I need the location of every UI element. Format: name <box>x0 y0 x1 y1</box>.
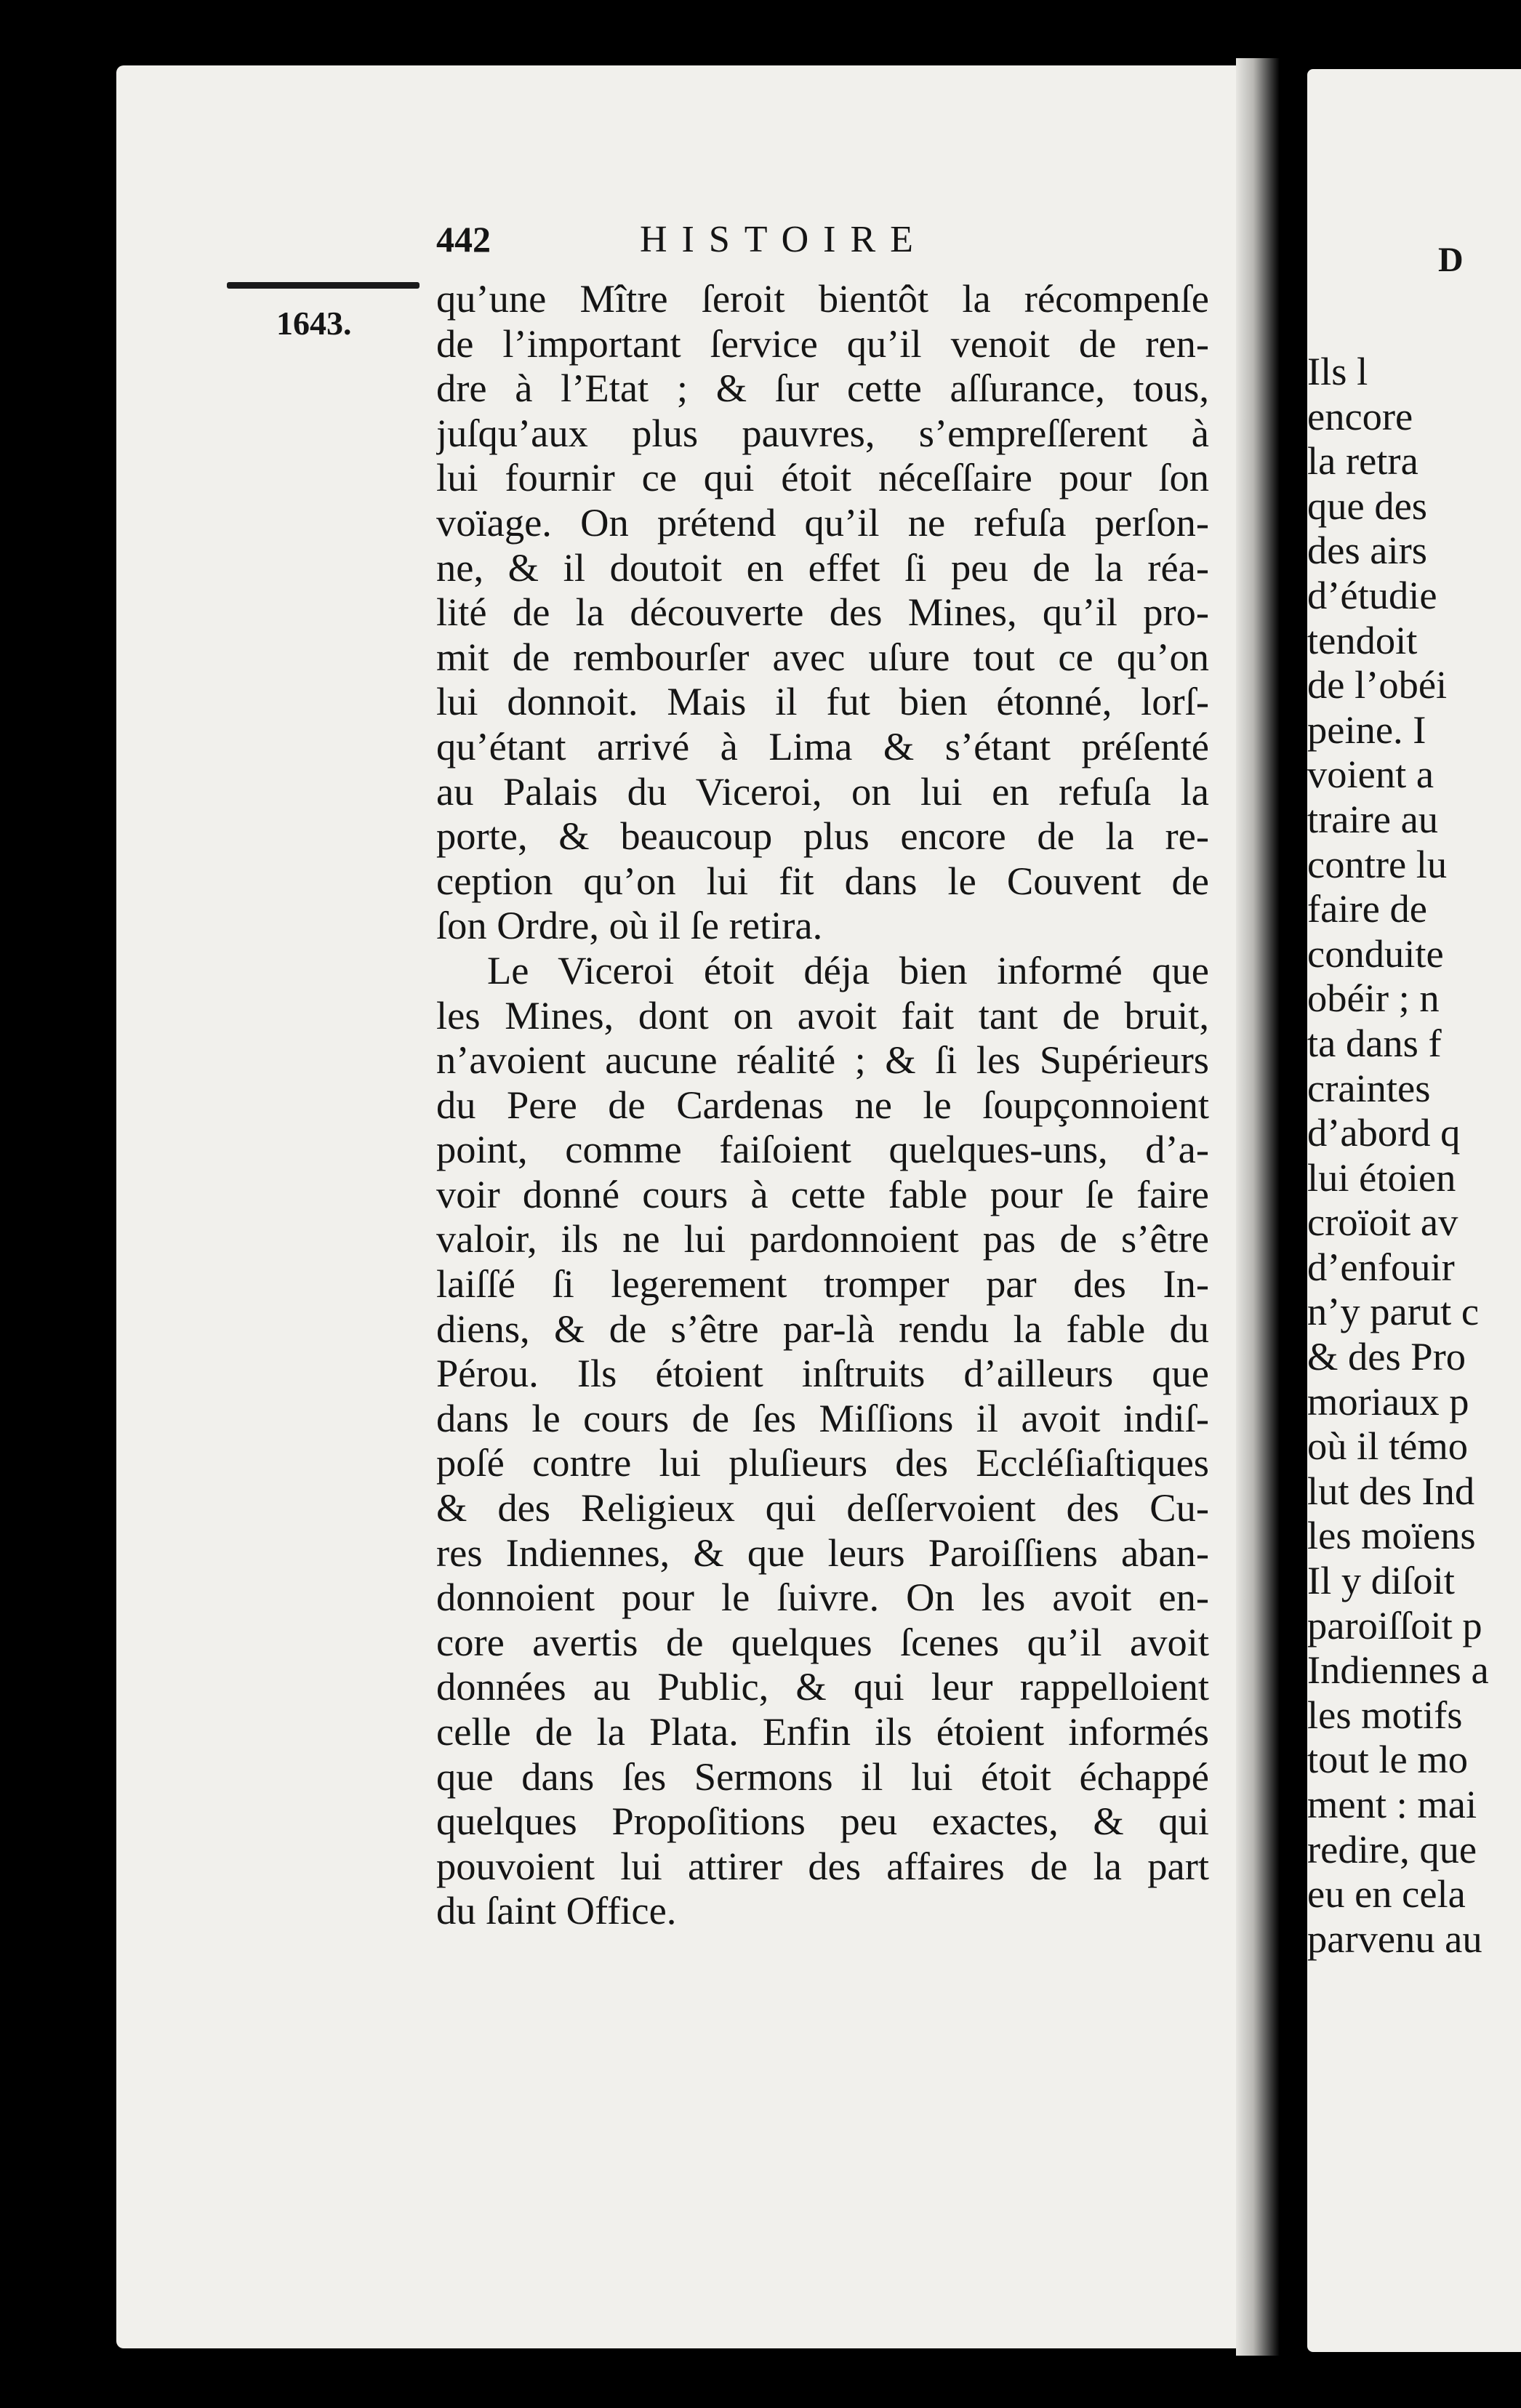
right-text-line: ta dans f <box>1307 1020 1442 1065</box>
text-line: res Indiennes, & que leurs Paroiſſiens aban- <box>436 1530 1209 1575</box>
right-text-line: la retra <box>1307 438 1418 483</box>
right-text-line: Ils l <box>1307 349 1368 393</box>
text-line: quelques Propoſitions peu exactes, & qui <box>436 1799 1209 1844</box>
running-title: HISTOIRE <box>640 219 928 260</box>
page-header <box>436 218 989 276</box>
text-line: ne, & il doutoit en effet ſi peu de la réa- <box>436 545 1209 590</box>
right-text-line: paroiſſoit p <box>1307 1602 1482 1648</box>
right-text-line: peine. I <box>1307 707 1426 752</box>
text-line: voir donné cours à cette fable pour ſe faire <box>436 1171 1209 1216</box>
text-line: Le Viceroi étoit déja bien informé que <box>487 947 1209 992</box>
text-line: point, comme faiſoient quelques-uns, d’a- <box>436 1127 1209 1172</box>
right-text-line: Il y diſoit <box>1307 1558 1455 1603</box>
right-text-line: moriaux p <box>1307 1378 1469 1424</box>
right-text-line: que des <box>1307 483 1427 528</box>
text-line: qu’une Mître ſeroit bientôt la récompenſe <box>436 276 1209 321</box>
right-text-line: lui étoien <box>1307 1155 1456 1200</box>
right-text-line: voient a <box>1307 752 1434 797</box>
right-text-line: lut des Ind <box>1307 1468 1475 1513</box>
text-line: ception qu’on lui fit dans le Couvent de <box>436 858 1209 903</box>
right-text-line: croïoit av <box>1307 1200 1458 1245</box>
right-text-line: où il témo <box>1307 1424 1469 1469</box>
right-text-line: Indiennes a <box>1307 1648 1489 1693</box>
right-text-line: les motifs <box>1307 1692 1463 1737</box>
body-text <box>436 276 1209 1933</box>
right-text-line: d’étudie <box>1307 572 1437 617</box>
margin-year: 1643. <box>276 305 352 342</box>
text-line: voïage. On prétend qu’il ne refuſa perſon- <box>436 499 1209 545</box>
text-line: lui donnoit. Mais il fut bien étonné, lorſ- <box>436 679 1209 724</box>
text-line: valoir, ils ne lui pardonnoient pas de s’être <box>436 1216 1209 1261</box>
right-text-line: les moïens <box>1307 1513 1476 1558</box>
right-page-header: D <box>1438 241 1464 279</box>
text-line: au Palais du Viceroi, on lui en refuſa la <box>436 768 1209 814</box>
right-text-line: des airs <box>1307 528 1427 573</box>
right-text-line: d’enfouir <box>1307 1244 1455 1289</box>
text-line: core avertis de quelques ſcenes qu’il avoit <box>436 1619 1209 1664</box>
text-line: & des Religieux qui deſſervoient des Cu- <box>436 1485 1209 1530</box>
text-line: lité de la découverte des Mines, qu’il pro- <box>436 590 1209 635</box>
text-line: juſqu’aux plus pauvres, s’empreſſerent à <box>436 410 1209 455</box>
right-text-line: faire de <box>1307 886 1427 931</box>
text-line: lui fournir ce qui étoit néceſſaire pour ſon <box>436 455 1209 500</box>
right-text-line: conduite <box>1307 931 1444 976</box>
right-text-line: parvenu au <box>1307 1916 1482 1961</box>
text-line: dre à l’Etat ; & ſur cette aſſurance, tous, <box>436 366 1209 411</box>
text-line: donnoient pour le ſuivre. On les avoit en- <box>436 1575 1209 1620</box>
book-gutter <box>1236 58 1280 2356</box>
right-text-line: obéir ; n <box>1307 976 1440 1021</box>
text-line: n’avoient aucune réalité ; & ſi les Supérieurs <box>436 1038 1209 1083</box>
right-text-line: & des Pro <box>1307 1334 1466 1379</box>
text-line: pouvoient lui attirer des affaires de la part <box>436 1843 1209 1888</box>
right-text-line: eu en cela <box>1307 1871 1466 1917</box>
right-text-line: contre lu <box>1307 841 1448 886</box>
right-text-line: redire, que <box>1307 1826 1477 1871</box>
right-text-line: tendoit <box>1307 617 1418 662</box>
text-line: ſon Ordre, où il ſe retira. <box>436 903 823 948</box>
right-text-line: n’y parut c <box>1307 1289 1480 1334</box>
text-line: qu’étant arrivé à Lima & s’étant préſenté <box>436 723 1209 768</box>
right-text-line: craintes <box>1307 1065 1431 1110</box>
page-number: 442 <box>436 219 491 260</box>
right-page-text <box>1307 349 1521 1961</box>
right-text-line: ment : mai <box>1307 1782 1477 1826</box>
right-text-line: tout le mo <box>1307 1737 1469 1782</box>
text-line: laiſſé ſi legerement tromper par des In- <box>436 1261 1209 1307</box>
text-line: du Pere de Cardenas ne le ſoupçonnoient <box>436 1082 1209 1127</box>
right-text-line: traire au <box>1307 796 1439 841</box>
text-line: du ſaint Office. <box>436 1888 677 1933</box>
text-line: mit de rembourſer avec uſure tout ce qu’on <box>436 634 1209 679</box>
text-line: que dans ſes Sermons il lui étoit échappé <box>436 1754 1209 1799</box>
right-text-line: d’abord q <box>1307 1110 1461 1155</box>
right-text-line: de l’obéi <box>1307 662 1448 707</box>
text-line: de l’important ſervice qu’il venoit de ren- <box>436 321 1209 366</box>
margin-rule <box>227 282 420 289</box>
text-line: porte, & beaucoup plus encore de la re- <box>436 814 1209 859</box>
text-line: diens, & de s’être par-là rendu la fable du <box>436 1306 1209 1351</box>
right-page <box>1307 69 1521 2352</box>
text-line: Pérou. Ils étoient inſtruits d’ailleurs que <box>436 1351 1209 1396</box>
text-line: données au Public, & qui leur rappelloient <box>436 1664 1209 1709</box>
text-line: celle de la Plata. Enfin ils étoient informés <box>436 1709 1209 1754</box>
text-line: dans le cours de ſes Miſſions il avoit indiſ- <box>436 1395 1209 1440</box>
right-text-line: encore <box>1307 393 1413 438</box>
text-line: les Mines, dont on avoit fait tant de bruit, <box>436 992 1209 1038</box>
text-line: poſé contre lui pluſieurs des Eccléſiaſtiques <box>436 1440 1209 1485</box>
